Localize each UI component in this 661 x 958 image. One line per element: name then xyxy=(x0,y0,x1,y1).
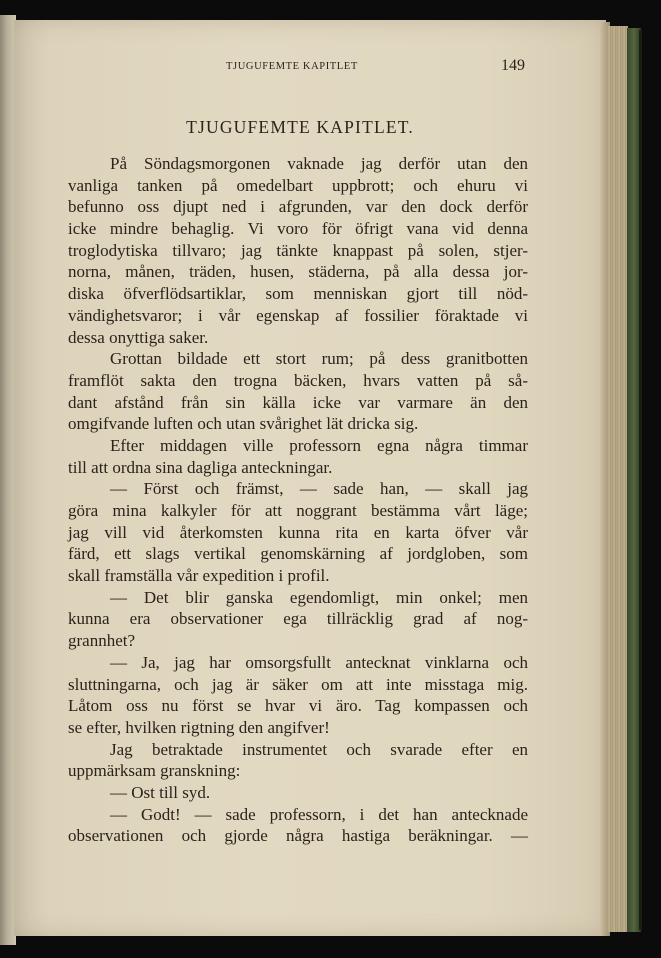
text-line: grannhet? xyxy=(68,631,136,651)
text-line: färd, ett slags vertikal genomskärning af jordgloben, som xyxy=(68,544,528,564)
text-line: göra mina kalkyler för att noggrant bestämma vårt läge; xyxy=(68,501,528,520)
text-line: Låtom oss nu först se hvar vi äro. Tag kompassen och xyxy=(68,696,528,716)
text-line: dessa onyttiga saker. xyxy=(68,327,209,347)
chapter-title: TJUGUFEMTE KAPITLET. xyxy=(186,117,414,137)
text-line: icke mindre behaglig. Vi voro för öfrigt vana vid denna xyxy=(68,219,528,239)
text-line: vändighetsvaror; i vår egenskap af fossilier föraktade vi xyxy=(68,305,528,325)
text-line: se efter, hvilken rigtning den angifver! xyxy=(68,717,330,737)
page-stack-edge xyxy=(606,26,628,932)
text-line: jag vill vid återkomsten kunna rita en karta öfver vår xyxy=(68,522,528,542)
running-head: TJUGUFEMTE KAPITLET xyxy=(226,61,358,72)
text-line: framflöt sakta den trogna bäcken, hvars vatten på så- xyxy=(68,370,528,390)
text-line: befunno oss djupt ned i afgrunden, var den dock derför xyxy=(68,197,528,217)
text-line: sluttningarna, och jag är säker om att inte misstaga mig. xyxy=(68,674,528,694)
text-line: diska öfverflödsartiklar, som menniskan gjort till nöd- xyxy=(68,284,528,304)
text-line: vanliga tanken på omedelbart uppbrott; och ehuru vi xyxy=(68,175,528,195)
text-line: — Godt! — sade professorn, i det han antecknade xyxy=(110,804,528,824)
text-line: Efter middagen ville professorn egna några timmar xyxy=(110,435,528,455)
text-line: — Ja, jag har omsorgsfullt antecknat vinklarna och xyxy=(110,652,528,672)
text-line: — Först och främst, — sade han, — skall jag xyxy=(110,479,528,499)
text-line: Jag betraktade instrumentet och svarade efter en xyxy=(110,739,528,759)
page-number: 149 xyxy=(501,57,525,74)
text-line: På Söndagsmorgonen vaknade jag derför utan den xyxy=(110,154,528,173)
text-line: — Ost till syd. xyxy=(110,782,211,802)
text-line: troglodytiska tillvaro; jag tänkte knappast på solen, stjer- xyxy=(68,240,528,260)
text-line: observationen och gjorde några hastiga beräkningar. — xyxy=(68,826,528,846)
text-line: Grottan bildade ett stort rum; på dess granitbotten xyxy=(110,349,528,369)
text-line: norna, månen, träden, husen, städerna, på alla dessa jor- xyxy=(68,262,528,282)
text-line: — Det blir ganska egendomligt, min onkel; men xyxy=(110,587,528,607)
body-text xyxy=(68,153,528,847)
text-line: omgifvande luften och utan svårighet lät dricka sig. xyxy=(68,414,419,434)
text-line: kunna era observationer ega tillräcklig grad af nog- xyxy=(68,609,528,629)
text-line: skall framställa vår expedition i profil. xyxy=(68,566,330,586)
book-cover-edge xyxy=(639,30,642,930)
text-line: uppmärksam granskning: xyxy=(68,761,241,781)
text-line: till att ordna sina dagliga anteckningar. xyxy=(68,457,333,477)
text-line: dant afstånd från sin källa icke var varmare än den xyxy=(68,392,528,412)
